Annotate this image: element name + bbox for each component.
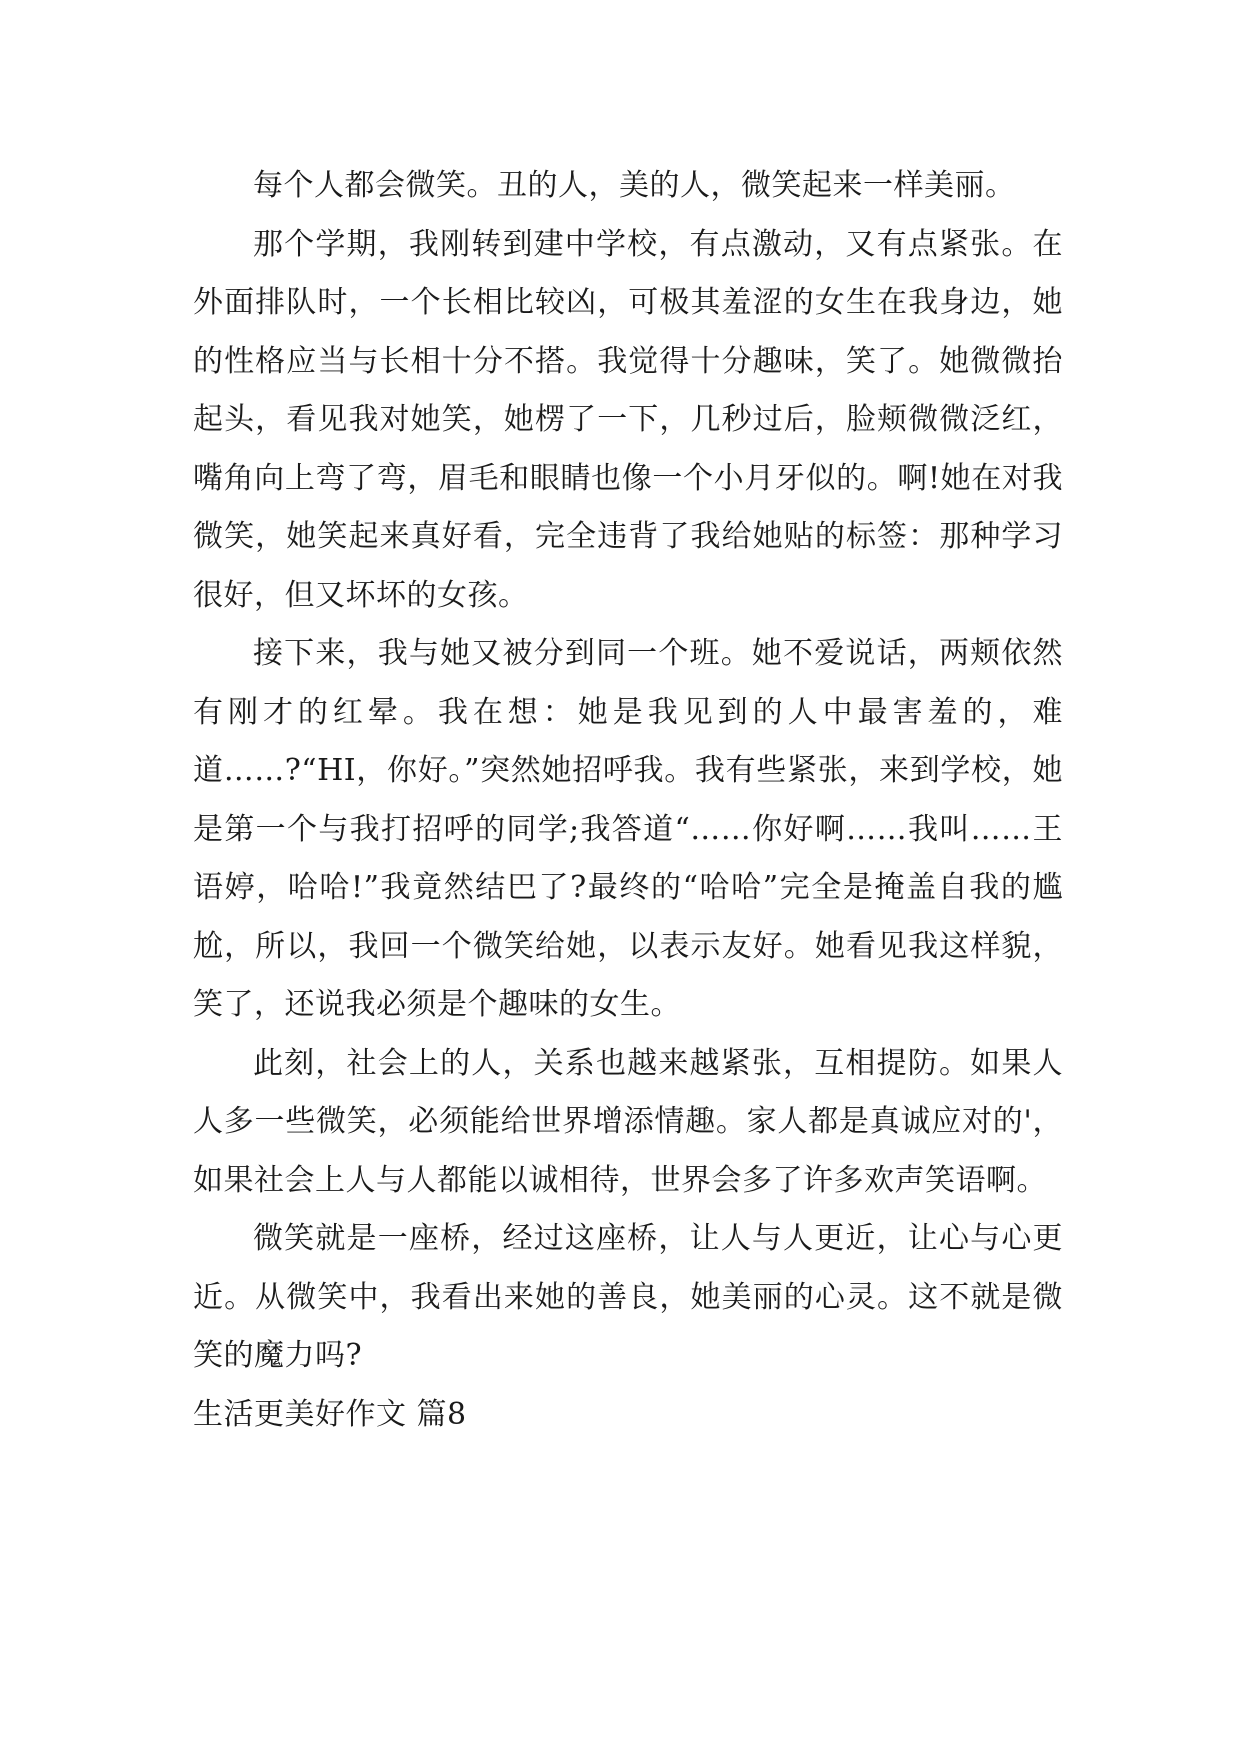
section-heading: 生活更美好作文 篇8 xyxy=(193,1396,467,1432)
document-body xyxy=(193,157,1063,1444)
paragraph-4: 此刻，社会上的人，关系也越来越紧张，互相提防。如果人人多一些微笑，必须能给世界增添情趣。家人都是真诚应对的'，如果社会上人与人都能以诚相待，世界会多了许多欢声笑语啊。 xyxy=(193,1045,1063,1198)
paragraph-3: 接下来，我与她又被分到同一个班。她不爱说话，两颊依然有刚才的红晕。我在想：她是我见到的人中最害羞的，难道……?“HI，你好。”突然她招呼我。我有些紧张，来到学校，她是第一个与我打招呼的同学;我答道“……你好啊……我叫……王语婷，哈哈!”我竟然结巴了?最终的“哈哈”完全是掩盖自我的尴尬，所以，我回一个微笑给她，以表示友好。她看见我这样貌，笑了，还说我必须是个趣味的女生。 xyxy=(193,636,1063,1022)
paragraph-2: 那个学期，我刚转到建中学校，有点激动，又有点紧张。在外面排队时，一个长相比较凶，可极其羞涩的女生在我身边，她的性格应当与长相十分不搭。我觉得十分趣味，笑了。她微微抬起头，看见我对她笑，她楞了一下，几秒过后，脸颊微微泛红，嘴角向上弯了弯，眉毛和眼睛也像一个小月牙似的。啊!她在对我微笑，她笑起来真好看，完全违背了我给她贴的标签：那种学习很好，但又坏坏的女孩。 xyxy=(193,226,1063,613)
paragraph-5: 微笑就是一座桥，经过这座桥，让人与人更近，让心与心更近。从微笑中，我看出来她的善良，她美丽的心灵。这不就是微笑的魔力吗? xyxy=(193,1221,1063,1373)
paragraph-1: 每个人都会微笑。丑的人，美的人，微笑起来一样美丽。 xyxy=(253,168,1016,203)
